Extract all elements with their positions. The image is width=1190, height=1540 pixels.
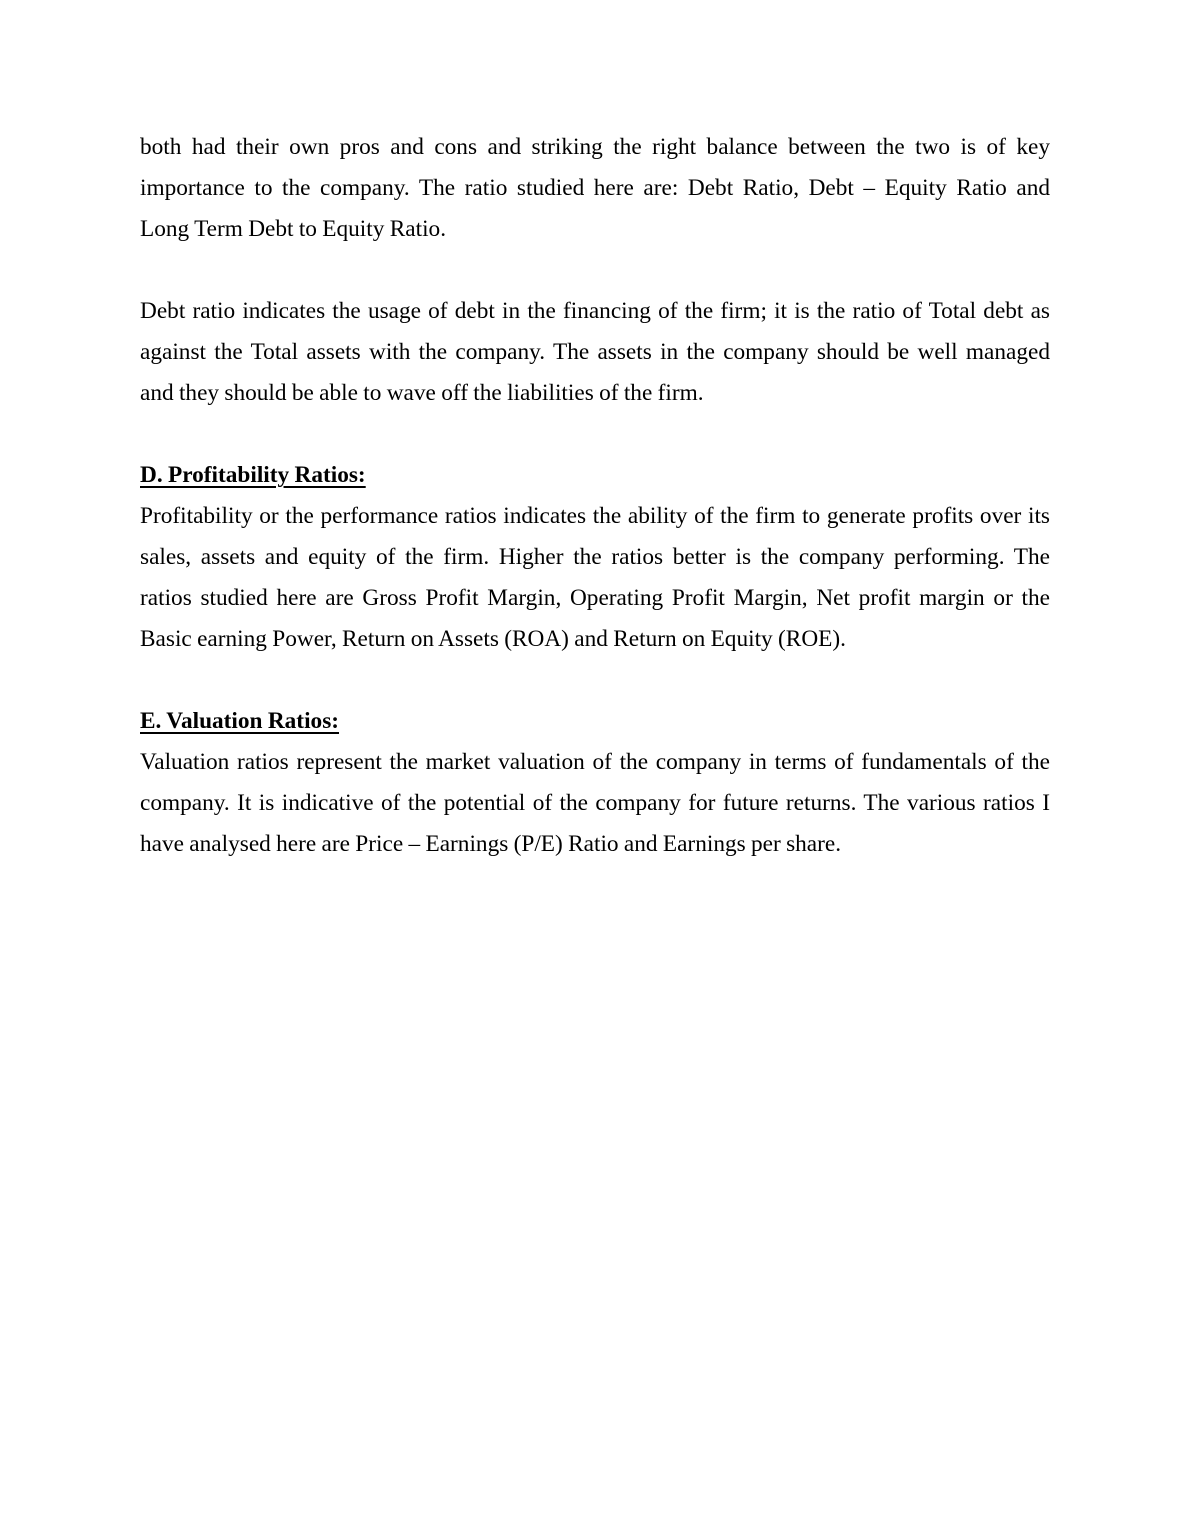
text-line: Basic earning Power, Return on Assets (ROA) and Return on Equity (ROE). bbox=[140, 626, 846, 652]
debt-ratio-paragraph bbox=[140, 291, 1050, 414]
text-line: Debt ratio indicates the usage of debt in the financing of the firm; it is the ratio of Total debt as bbox=[140, 298, 1050, 324]
text-line: sales, assets and equity of the firm. Higher the ratios better is the company performing. The bbox=[140, 544, 1050, 570]
valuation-ratios-heading bbox=[140, 701, 1050, 742]
valuation-ratios-paragraph bbox=[140, 742, 1050, 865]
document-body bbox=[140, 127, 1050, 906]
text-line: ratios studied here are Gross Profit Margin, Operating Profit Margin, Net profit margin or the bbox=[140, 585, 1050, 611]
text-line: Long Term Debt to Equity Ratio. bbox=[140, 216, 447, 242]
profitability-ratios-heading bbox=[140, 455, 1050, 496]
text-line: company. It is indicative of the potential of the company for future returns. The various ratios I bbox=[140, 790, 1050, 816]
text-line: and they should be able to wave off the liabilities of the firm. bbox=[140, 380, 704, 406]
text-line: against the Total assets with the company. The assets in the company should be well managed bbox=[140, 339, 1050, 365]
heading-line: E. Valuation Ratios: bbox=[140, 708, 340, 734]
text-line: both had their own pros and cons and striking the right balance between the two is of key bbox=[140, 134, 1050, 160]
text-line: Valuation ratios represent the market valuation of the company in terms of fundamentals of the bbox=[140, 749, 1050, 775]
heading-line: D. Profitability Ratios: bbox=[140, 462, 366, 488]
text-line: have analysed here are Price – Earnings (P/E) Ratio and Earnings per share. bbox=[140, 831, 842, 857]
profitability-ratios-paragraph bbox=[140, 496, 1050, 660]
text-line: importance to the company. The ratio studied here are: Debt Ratio, Debt – Equity Ratio and bbox=[140, 175, 1050, 201]
leverage-intro-paragraph bbox=[140, 127, 1050, 250]
text-line: Profitability or the performance ratios indicates the ability of the firm to generate profits over its bbox=[140, 503, 1050, 529]
